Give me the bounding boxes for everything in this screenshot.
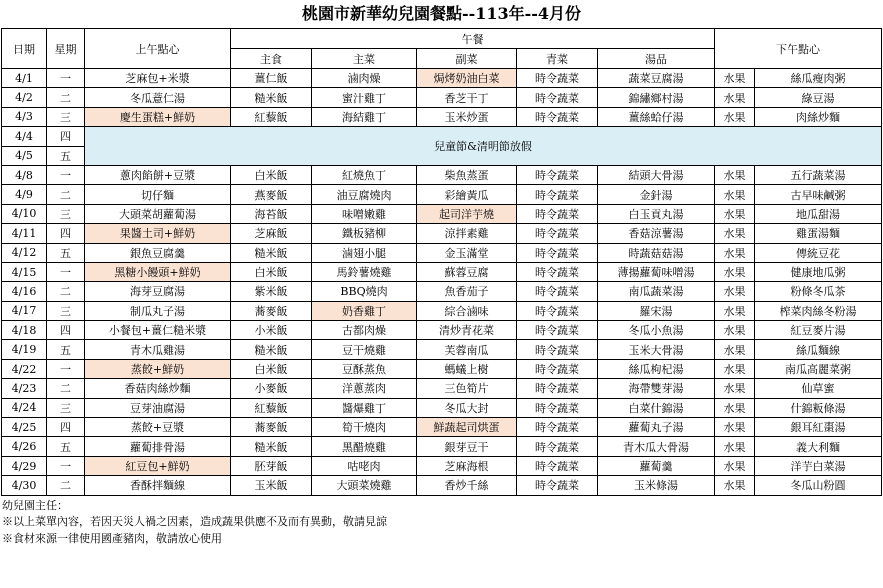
cell-staple: 糙米飯 [231,243,312,262]
cell-soup: 時蔬菇菇湯 [598,243,715,262]
cell-side-dish: 起司洋芋燒 [417,204,517,223]
cell-main-dish: 蜜汁雞丁 [312,88,417,107]
cell-morning-snack: 紅豆包+鮮奶 [85,456,231,475]
cell-staple: 小米飯 [231,321,312,340]
table-row [2,301,882,320]
cell-soup: 蔬菜豆腐湯 [598,69,715,88]
cell-main-dish: 黑醋燒雞 [312,437,417,456]
page-title: 桃園市新華幼兒園餐點--113年--4月份 [301,4,582,23]
cell-main-dish: 大頭菜燒雞 [312,476,417,495]
cell-vegetable: 時令蔬菜 [517,379,598,398]
cell-soup: 玉米條湯 [598,476,715,495]
cell-fruit: 水果 [715,243,755,262]
cell-date: 4/23 [2,379,47,398]
cell-side-dish: 冬瓜大封 [417,398,517,417]
note-director: 幼兒園主任： [2,498,68,512]
cell-afternoon-snack: 傳統豆花 [755,243,882,262]
cell-date: 4/22 [2,359,47,378]
cell-date: 4/18 [2,321,47,340]
cell-staple: 紅藜飯 [231,398,312,417]
cell-morning-snack: 制瓜丸子湯 [85,301,231,320]
cell-morning-snack: 蒸餃+豆漿 [85,418,231,437]
cell-afternoon-snack: 紅豆麥片湯 [755,321,882,340]
cell-fruit: 水果 [715,418,755,437]
cell-side-dish: 綜合滷味 [417,301,517,320]
cell-weekday: 四 [47,224,85,243]
cell-side-dish: 柴魚蒸蛋 [417,165,517,184]
cell-vegetable: 時令蔬菜 [517,476,598,495]
cell-weekday: 一 [47,262,85,281]
cell-main-dish: 筍干燒肉 [312,418,417,437]
cell-staple: 薑仁飯 [231,69,312,88]
cell-vegetable: 時令蔬菜 [517,398,598,417]
cell-afternoon-snack: 絲瓜麵線 [755,340,882,359]
cell-staple: 胚芽飯 [231,456,312,475]
cell-staple: 燕麥飯 [231,185,312,204]
cell-side-dish: 玉米炒蛋 [417,107,517,126]
cell-fruit: 水果 [715,359,755,378]
cell-side-dish: 芝麻海根 [417,456,517,475]
cell-afternoon-snack: 洋芋白菜湯 [755,456,882,475]
cell-morning-snack: 銀魚豆腐羹 [85,243,231,262]
cell-afternoon-snack: 古早味鹹粥 [755,185,882,204]
cell-morning-snack: 蘿蔔排骨湯 [85,437,231,456]
cell-main-dish: 紅燒魚丁 [312,165,417,184]
header-staple: 主食 [231,49,312,69]
cell-weekday: 二 [47,379,85,398]
cell-weekday: 一 [47,359,85,378]
cell-fruit: 水果 [715,379,755,398]
cell-staple: 白米飯 [231,359,312,378]
cell-afternoon-snack: 地瓜甜湯 [755,204,882,223]
cell-soup: 金針湯 [598,185,715,204]
cell-fruit: 水果 [715,456,755,475]
cell-soup: 絲瓜枸杞湯 [598,359,715,378]
cell-weekday: 一 [47,456,85,475]
cell-vegetable: 時令蔬菜 [517,224,598,243]
cell-vegetable: 時令蔬菜 [517,69,598,88]
table-row [2,127,882,146]
cell-soup: 青木瓜大骨湯 [598,437,715,456]
cell-side-dish: 清炒青花菜 [417,321,517,340]
cell-vegetable: 時令蔬菜 [517,340,598,359]
cell-date: 4/4 [2,127,47,146]
cell-morning-snack: 慶生蛋糕+鮮奶 [85,107,231,126]
cell-fruit: 水果 [715,437,755,456]
table-row [2,69,882,88]
cell-vegetable: 時令蔬菜 [517,165,598,184]
note-pork: ※食材來源一律使用國產豬肉，敬請放心使用 [2,531,222,545]
cell-soup: 白菜什錦湯 [598,398,715,417]
menu-table [1,28,882,496]
cell-fruit: 水果 [715,398,755,417]
header-vegetable: 青菜 [517,49,598,69]
cell-side-dish: 三色筍片 [417,379,517,398]
header-morning-snack: 上午點心 [85,29,231,69]
cell-weekday: 二 [47,282,85,301]
cell-afternoon-snack: 冬瓜山粉圓 [755,476,882,495]
cell-staple: 玉米飯 [231,476,312,495]
cell-fruit: 水果 [715,476,755,495]
table-row [2,359,882,378]
cell-staple: 白米飯 [231,165,312,184]
header-main-dish: 主菜 [312,49,417,69]
cell-staple: 蕎麥飯 [231,301,312,320]
table-row [2,418,882,437]
cell-date: 4/16 [2,282,47,301]
cell-main-dish: 海結雞丁 [312,107,417,126]
cell-morning-snack: 小餐包+薑仁糙米漿 [85,321,231,340]
cell-weekday: 五 [47,243,85,262]
cell-afternoon-snack: 仙草蜜 [755,379,882,398]
cell-date: 4/29 [2,456,47,475]
cell-weekday: 四 [47,418,85,437]
cell-morning-snack: 海芽豆腐湯 [85,282,231,301]
cell-main-dish: 奶香雞丁 [312,301,417,320]
cell-date: 4/26 [2,437,47,456]
cell-staple: 蕎麥飯 [231,418,312,437]
cell-afternoon-snack: 銀耳紅棗湯 [755,418,882,437]
cell-side-dish: 鮮蔬起司烘蛋 [417,418,517,437]
cell-fruit: 水果 [715,107,755,126]
cell-vegetable: 時令蔬菜 [517,359,598,378]
cell-date: 4/15 [2,262,47,281]
header-soup: 湯品 [598,49,715,69]
cell-soup: 海帶雙芽湯 [598,379,715,398]
cell-main-dish: 味噌嫩雞 [312,204,417,223]
table-row [2,398,882,417]
cell-side-dish: 焗烤奶油白菜 [417,69,517,88]
cell-soup: 錦繡鄉村湯 [598,88,715,107]
cell-weekday: 三 [47,204,85,223]
cell-afternoon-snack: 榨菜肉絲冬粉湯 [755,301,882,320]
cell-afternoon-snack: 雞蛋湯麵 [755,224,882,243]
cell-weekday: 二 [47,476,85,495]
cell-main-dish: 醬爆雞丁 [312,398,417,417]
cell-weekday: 二 [47,88,85,107]
cell-date: 4/10 [2,204,47,223]
cell-afternoon-snack: 綠豆湯 [755,88,882,107]
cell-date: 4/5 [2,146,47,165]
cell-date: 4/12 [2,243,47,262]
cell-vegetable: 時令蔬菜 [517,88,598,107]
header-date: 日期 [2,29,47,69]
cell-vegetable: 時令蔬菜 [517,437,598,456]
cell-vegetable: 時令蔬菜 [517,107,598,126]
cell-main-dish: 豆酥蒸魚 [312,359,417,378]
cell-date: 4/1 [2,69,47,88]
cell-fruit: 水果 [715,301,755,320]
cell-vegetable: 時令蔬菜 [517,418,598,437]
cell-main-dish: 古都肉燥 [312,321,417,340]
cell-morning-snack: 果醬土司+鮮奶 [85,224,231,243]
cell-afternoon-snack: 健康地瓜粥 [755,262,882,281]
header-weekday: 星期 [47,29,85,69]
note-supply: ※以上菜單內容，若因天災人禍之因素，造成蔬果供應不及而有異動，敬請見諒 [2,515,387,529]
cell-fruit: 水果 [715,69,755,88]
cell-morning-snack: 蔥肉餡餅+豆漿 [85,165,231,184]
cell-staple: 白米飯 [231,262,312,281]
cell-vegetable: 時令蔬菜 [517,262,598,281]
cell-date: 4/17 [2,301,47,320]
cell-morning-snack: 冬瓜薏仁湯 [85,88,231,107]
table-row [2,185,882,204]
cell-afternoon-snack: 義大利麵 [755,437,882,456]
cell-date: 4/2 [2,88,47,107]
cell-fruit: 水果 [715,185,755,204]
cell-soup: 薑絲蛤仔湯 [598,107,715,126]
table-row [2,224,882,243]
cell-vegetable: 時令蔬菜 [517,321,598,340]
cell-weekday: 四 [47,321,85,340]
cell-side-dish: 香芝干丁 [417,88,517,107]
cell-vegetable: 時令蔬菜 [517,185,598,204]
cell-main-dish: 馬鈴薯燒雞 [312,262,417,281]
cell-afternoon-snack: 五行蔬菜湯 [755,165,882,184]
table-row [2,379,882,398]
cell-soup: 白玉貢丸湯 [598,204,715,223]
cell-main-dish: 洋蔥蒸肉 [312,379,417,398]
cell-staple: 海苔飯 [231,204,312,223]
table-row [2,262,882,281]
cell-fruit: 水果 [715,88,755,107]
notes [0,498,883,548]
cell-morning-snack: 豆芽油腐湯 [85,398,231,417]
cell-date: 4/30 [2,476,47,495]
cell-afternoon-snack: 南瓜高麗菜粥 [755,359,882,378]
cell-side-dish: 芙蓉南瓜 [417,340,517,359]
cell-fruit: 水果 [715,262,755,281]
cell-fruit: 水果 [715,204,755,223]
cell-main-dish: 豆干燒雞 [312,340,417,359]
cell-fruit: 水果 [715,165,755,184]
holiday-banner: 兒童節&清明節放假 [85,127,882,166]
cell-morning-snack: 香菇肉絲炒麵 [85,379,231,398]
cell-vegetable: 時令蔬菜 [517,243,598,262]
cell-weekday: 三 [47,107,85,126]
cell-main-dish: 滷肉燥 [312,69,417,88]
cell-afternoon-snack: 肉絲炒麵 [755,107,882,126]
cell-afternoon-snack: 粉條冬瓜茶 [755,282,882,301]
cell-side-dish: 涼拌素雞 [417,224,517,243]
cell-weekday: 二 [47,185,85,204]
cell-weekday: 五 [47,340,85,359]
cell-soup: 結頭大骨湯 [598,165,715,184]
cell-staple: 芝麻飯 [231,224,312,243]
cell-fruit: 水果 [715,321,755,340]
cell-soup: 蘿蔔羹 [598,456,715,475]
cell-date: 4/3 [2,107,47,126]
cell-weekday: 三 [47,301,85,320]
cell-side-dish: 魚香茄子 [417,282,517,301]
cell-vegetable: 時令蔬菜 [517,456,598,475]
cell-morning-snack: 大頭菜胡蘿蔔湯 [85,204,231,223]
cell-main-dish: BBQ燒肉 [312,282,417,301]
cell-fruit: 水果 [715,224,755,243]
cell-side-dish: 蘇蓉豆腐 [417,262,517,281]
cell-soup: 冬瓜小魚湯 [598,321,715,340]
cell-main-dish: 油豆腐燒肉 [312,185,417,204]
cell-side-dish: 金玉滿堂 [417,243,517,262]
cell-date: 4/8 [2,165,47,184]
cell-date: 4/24 [2,398,47,417]
cell-soup: 蘿蔔丸子湯 [598,418,715,437]
cell-afternoon-snack: 絲瓜瘦肉粥 [755,69,882,88]
cell-morning-snack: 芝麻包+米漿 [85,69,231,88]
cell-date: 4/19 [2,340,47,359]
cell-side-dish: 香炒千絲 [417,476,517,495]
cell-fruit: 水果 [715,282,755,301]
cell-date: 4/9 [2,185,47,204]
cell-side-dish: 銀芽豆干 [417,437,517,456]
cell-soup: 南瓜蔬菜湯 [598,282,715,301]
cell-date: 4/11 [2,224,47,243]
cell-staple: 糙米飯 [231,340,312,359]
cell-soup: 香菇涼薯湯 [598,224,715,243]
header-side-dish: 副菜 [417,49,517,69]
cell-staple: 糙米飯 [231,437,312,456]
header-lunch: 午餐 [231,29,715,49]
table-row [2,88,882,107]
cell-vegetable: 時令蔬菜 [517,204,598,223]
cell-date: 4/25 [2,418,47,437]
cell-weekday: 一 [47,69,85,88]
cell-vegetable: 時令蔬菜 [517,282,598,301]
table-row [2,321,882,340]
table-row [2,107,882,126]
cell-staple: 糙米飯 [231,88,312,107]
cell-weekday: 一 [47,165,85,184]
cell-soup: 玉米大骨湯 [598,340,715,359]
table-row [2,340,882,359]
cell-fruit: 水果 [715,340,755,359]
cell-main-dish: 滷翅小腿 [312,243,417,262]
cell-weekday: 三 [47,398,85,417]
cell-side-dish: 彩繪黃瓜 [417,185,517,204]
table-row [2,282,882,301]
cell-staple: 紫米飯 [231,282,312,301]
cell-weekday: 五 [47,437,85,456]
cell-vegetable: 時令蔬菜 [517,301,598,320]
table-row [2,165,882,184]
cell-weekday: 五 [47,146,85,165]
cell-morning-snack: 青木瓜雞湯 [85,340,231,359]
table-row [2,456,882,475]
table-row [2,204,882,223]
cell-morning-snack: 香酥拌麵線 [85,476,231,495]
cell-morning-snack: 切仔麵 [85,185,231,204]
cell-main-dish: 咕咾肉 [312,456,417,475]
table-row [2,243,882,262]
cell-afternoon-snack: 什錦粄條湯 [755,398,882,417]
cell-staple: 紅藜飯 [231,107,312,126]
cell-side-dish: 螞蟻上樹 [417,359,517,378]
table-row [2,476,882,495]
header-afternoon-snack: 下午點心 [715,29,882,69]
cell-morning-snack: 黑糖小饅頭+鮮奶 [85,262,231,281]
cell-staple: 小麥飯 [231,379,312,398]
cell-morning-snack: 蒸餃+鮮奶 [85,359,231,378]
cell-soup: 羅宋湯 [598,301,715,320]
cell-soup: 薄揚蘿蔔味噌湯 [598,262,715,281]
cell-main-dish: 鐵板豬柳 [312,224,417,243]
cell-weekday: 四 [47,127,85,146]
table-row [2,437,882,456]
